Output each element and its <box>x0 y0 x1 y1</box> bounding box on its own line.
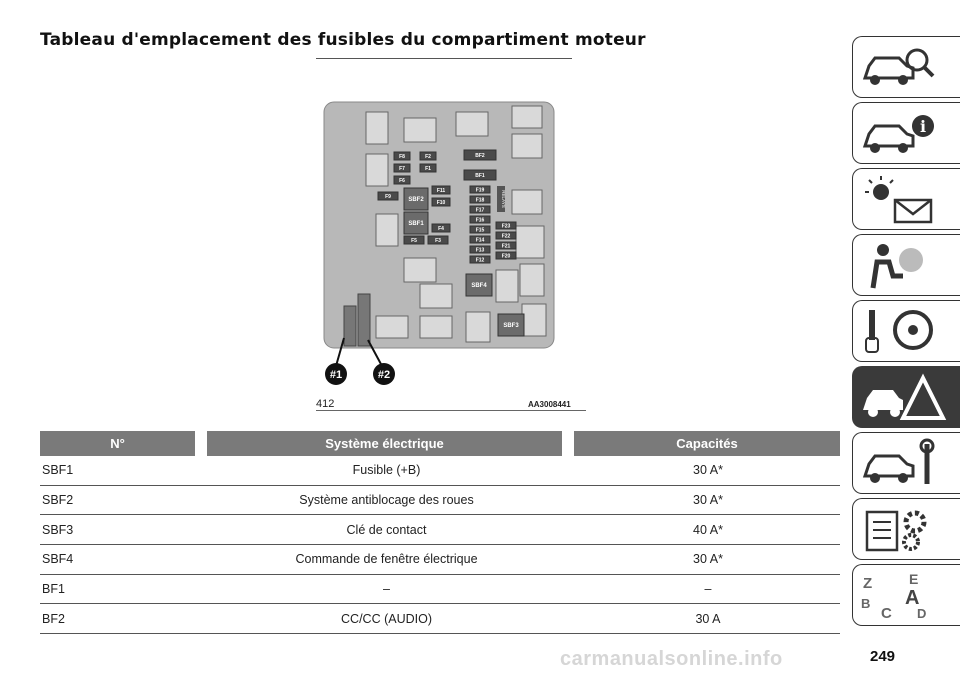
figure-number: 412 <box>316 398 335 410</box>
slot <box>366 154 388 186</box>
tab-specifications[interactable] <box>852 498 960 560</box>
fuse-label: F4 <box>438 226 444 232</box>
slot <box>512 190 542 214</box>
table-row <box>40 545 840 575</box>
cell-system: CC/CC (AUDIO) <box>341 611 432 626</box>
fuse-label: SBF1 <box>408 221 424 227</box>
fuse-label: F21 <box>501 243 511 250</box>
fuse-label: F5 <box>411 238 417 244</box>
figure-code: AA3008441 <box>528 400 571 409</box>
cell-system: – <box>383 582 390 597</box>
tab-safety[interactable] <box>852 234 960 296</box>
table-row <box>40 604 840 634</box>
cell-id: BF2 <box>42 611 65 626</box>
fuse-label: BF2 <box>475 153 485 159</box>
callout-2-label: #2 <box>377 369 391 381</box>
cell-capacity: 40 A* <box>693 522 723 537</box>
table-row <box>40 486 840 516</box>
slot <box>512 134 542 158</box>
table-header <box>40 431 840 456</box>
fuse-label: F18 <box>475 197 485 204</box>
fuse-label: F20 <box>501 253 511 260</box>
slot <box>366 112 388 144</box>
header-system: Système électrique <box>207 431 562 456</box>
alphabetical-index-icon <box>859 570 949 622</box>
tab-maintenance[interactable] <box>852 432 960 494</box>
fuse-label: SBF3 <box>503 323 519 329</box>
car-info-icon <box>859 108 949 160</box>
table-row <box>40 515 840 545</box>
slot <box>376 316 408 338</box>
table-row <box>40 575 840 605</box>
figure-rule <box>316 410 586 411</box>
index-letter: Z <box>863 575 873 592</box>
fuse-label: F12 <box>475 257 485 264</box>
cell-id: SBF2 <box>42 493 74 508</box>
index-letter: B <box>861 596 871 611</box>
car-search-icon <box>859 42 949 94</box>
cell-capacity: 30 A* <box>693 463 723 478</box>
index-letter: E <box>909 571 919 587</box>
tab-warning-lights[interactable] <box>852 168 960 230</box>
cell-id: SBF1 <box>42 463 74 478</box>
cell-id: BF1 <box>42 582 65 597</box>
fuse-label: SBF2 <box>408 197 424 203</box>
header-capacity: Capacités <box>574 431 840 456</box>
specifications-gear-icon <box>859 504 949 556</box>
key-steering-wheel-icon <box>859 306 949 358</box>
page-number: 249 <box>870 648 896 665</box>
cell-id: SBF4 <box>42 552 74 567</box>
tab-emergency[interactable] <box>852 366 960 428</box>
slot <box>522 304 546 336</box>
connector-1 <box>344 306 356 346</box>
fuse-label: BF1 <box>475 173 485 179</box>
slot <box>520 264 544 296</box>
fuse-label: F14 <box>475 237 485 244</box>
warning-light-message-icon <box>859 174 949 226</box>
table-row <box>40 456 840 486</box>
slot <box>456 112 488 136</box>
index-letter: C <box>881 605 892 622</box>
fuse-label: F13 <box>475 247 485 254</box>
tab-starting-driving[interactable] <box>852 300 960 362</box>
fuse-label: F9 <box>385 194 391 200</box>
fuse-label: F1 <box>425 166 431 172</box>
title-rule <box>316 58 572 59</box>
car-breakdown-warning-icon <box>859 372 949 424</box>
fuse-label: F22 <box>501 233 511 240</box>
fuse-label: F11 <box>436 188 446 194</box>
fuse-label: F3 <box>435 238 441 244</box>
svg-text:i: i <box>919 117 927 136</box>
slot <box>512 106 542 128</box>
cell-capacity: 30 A* <box>693 493 723 508</box>
fuse-label: F6 <box>399 178 405 184</box>
cell-system: Commande de fenêtre électrique <box>295 552 478 567</box>
fuse-label: SBF4 <box>471 283 487 289</box>
index-letter: A <box>905 587 920 609</box>
header-number: N° <box>40 431 195 456</box>
car-maintenance-icon <box>859 438 949 490</box>
slot <box>466 312 490 342</box>
slot <box>404 118 436 142</box>
slot <box>516 226 544 258</box>
connector-2 <box>358 294 370 346</box>
cell-capacity: 30 A <box>695 611 721 626</box>
relay-label: RELAYS <box>501 190 506 208</box>
fuse-label: F7 <box>399 166 405 172</box>
cell-capacity: – <box>704 582 712 597</box>
callout-1-label: #1 <box>329 369 343 381</box>
fuse-label: F19 <box>475 187 485 194</box>
cell-capacity: 30 A* <box>693 552 723 567</box>
fuse-label: F23 <box>501 223 511 230</box>
slot <box>496 270 518 302</box>
fuse-label: F16 <box>475 217 485 224</box>
tab-car-search[interactable] <box>852 36 960 98</box>
fuse-box-diagram <box>316 98 586 398</box>
fuse-table <box>40 431 840 634</box>
tab-index[interactable] <box>852 564 960 626</box>
seat-airbag-icon <box>859 240 949 292</box>
watermark: carmanualsonline.info <box>560 648 783 670</box>
cell-system: Clé de contact <box>346 522 427 537</box>
slot <box>404 258 436 282</box>
page-title: Tableau d'emplacement des fusibles du compartiment moteur <box>40 30 646 50</box>
fuse-label: F8 <box>399 154 405 160</box>
fuse-label: F10 <box>436 200 446 206</box>
cell-id: SBF3 <box>42 522 74 537</box>
fuse-label: F15 <box>475 227 485 234</box>
slot <box>420 284 452 308</box>
tab-car-info[interactable] <box>852 102 960 164</box>
index-letter: D <box>917 606 927 621</box>
slot <box>376 214 398 246</box>
fuse-label: F2 <box>425 154 431 160</box>
cell-system: Fusible (+B) <box>352 463 421 478</box>
slot <box>420 316 452 338</box>
fuse-label: F17 <box>475 207 485 214</box>
cell-system: Système antiblocage des roues <box>299 493 474 508</box>
